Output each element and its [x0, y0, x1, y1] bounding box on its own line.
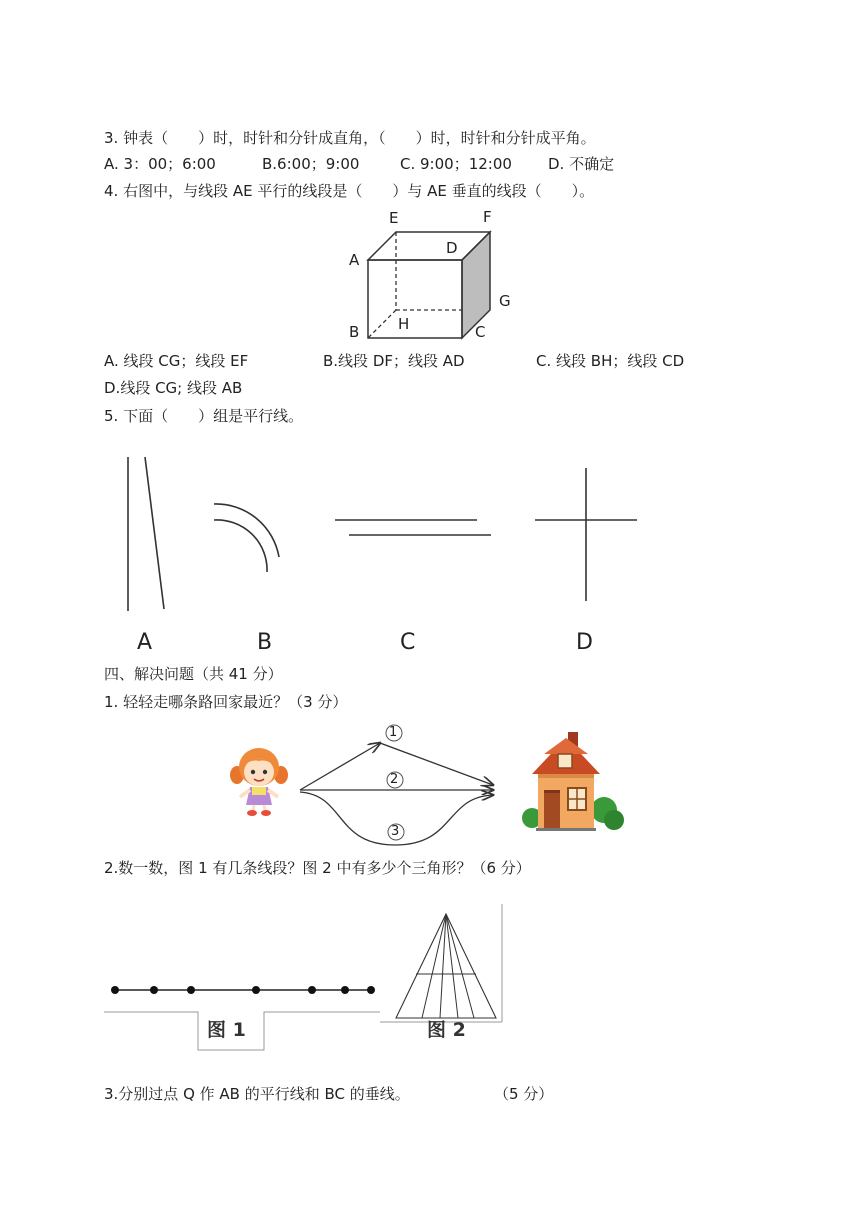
- girl-icon: [228, 745, 290, 817]
- p2-question: 2.数一数，图 1 有几条线段？图 2 中有多少个三角形？（6 分）: [104, 859, 531, 877]
- house-icon: [518, 730, 626, 832]
- figure-b: [214, 504, 279, 572]
- p1-question: 1. 轻轻走哪条路回家最近？（3 分）: [104, 693, 348, 711]
- cube-label-d: D: [446, 239, 458, 257]
- cube-label-e: E: [389, 209, 399, 227]
- figure-a: [128, 457, 164, 611]
- q5-label-a: A: [137, 630, 153, 655]
- q5-label-b: B: [257, 630, 273, 655]
- q4-question: 4. 右图中，与线段 AE 平行的线段是（ ）与 AE 垂直的线段（ ）。: [104, 182, 595, 200]
- cube-label-g: G: [499, 292, 511, 310]
- fig2-caption: 图 2: [427, 1019, 466, 1041]
- cube-label-f: F: [483, 208, 492, 226]
- q5-label-d: D: [576, 630, 593, 655]
- cube-label-h: H: [398, 315, 410, 333]
- q3-option-a: A. 3：00；6:00: [104, 155, 216, 173]
- figure-d: [535, 468, 637, 601]
- q4-option-c: C. 线段 BH；线段 CD: [536, 352, 685, 370]
- route-label-1: 1: [389, 725, 398, 740]
- p3-score: （5 分）: [494, 1085, 554, 1103]
- q4-option-a: A. 线段 CG；线段 EF: [104, 352, 249, 370]
- lines-figures: [0, 450, 860, 620]
- route-label-2: 2: [390, 772, 399, 787]
- cube-label-a: A: [349, 251, 360, 269]
- q3-option-b: B.6:00；9:00: [262, 155, 360, 173]
- triangle-figure: [380, 902, 504, 1024]
- figure-c: [335, 520, 491, 535]
- cube-label-b: B: [349, 323, 360, 341]
- q4-option-b: B.线段 DF；线段 AD: [323, 352, 465, 370]
- p3-question: 3.分别过点 Q 作 AB 的平行线和 BC 的垂线。: [104, 1085, 410, 1103]
- cube-label-c: C: [475, 323, 486, 341]
- q3-option-d: D. 不确定: [548, 155, 615, 173]
- q5-label-c: C: [400, 630, 416, 655]
- segment-figure: [100, 975, 390, 1055]
- q5-question: 5. 下面（ ）组是平行线。: [104, 407, 304, 425]
- route-label-3: 3: [391, 824, 400, 839]
- fig1-caption: 图 1: [207, 1019, 246, 1041]
- q3-option-c: C. 9:00；12:00: [400, 155, 512, 173]
- q4-option-d: D.线段 CG; 线段 AB: [104, 379, 243, 397]
- q3-question: 3. 钟表（ ）时，时针和分针成直角，（ ）时，时针和分针成平角。: [104, 129, 596, 147]
- routes-figure: [290, 715, 510, 855]
- cube-figure: [340, 200, 530, 345]
- section4-heading: 四、解决问题（共 41 分）: [104, 665, 283, 683]
